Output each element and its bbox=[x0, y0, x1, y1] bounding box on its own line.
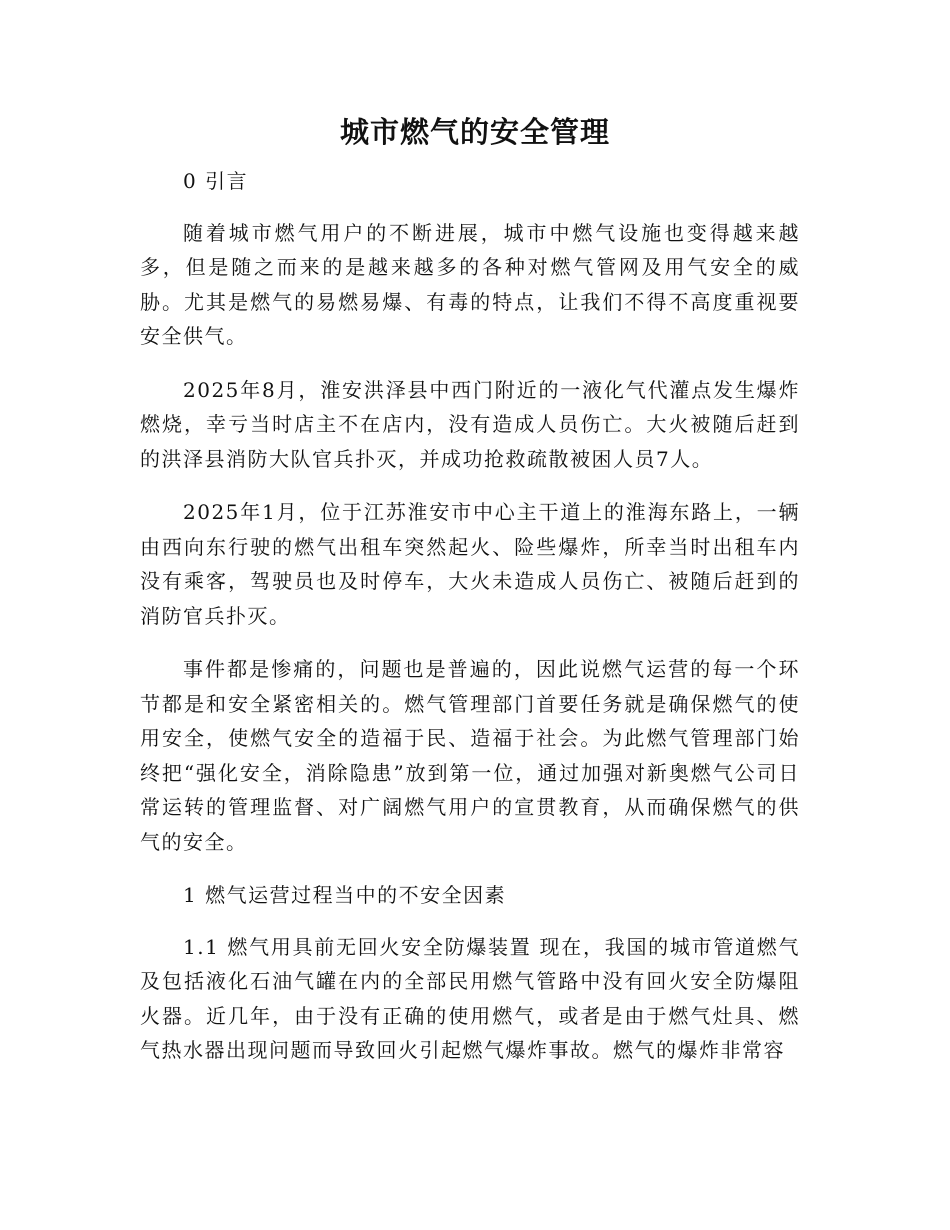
document-title: 城市燃气的安全管理 bbox=[339, 115, 610, 149]
document-body bbox=[140, 164, 800, 1087]
paragraph-incident-taxi: 2025年1月，位于江苏淮安市中心主干道上的淮海东路上，一辆由西向东行驶的燃气出租车突然起火、险些爆炸，所幸当时出租车内没有乘客，驾驶员也及时停车，大火未造成人员伤亡、被随后赶到的消防官兵扑灭。 bbox=[140, 500, 800, 628]
paragraph-background: 随着城市燃气用户的不断进展，城市中燃气设施也变得越来越多，但是随之而来的是越来越多的各种对燃气管网及用气安全的威胁。尤其是燃气的易燃易爆、有毒的特点，让我们不得不高度重视要安全供气。 bbox=[140, 220, 800, 348]
paragraph-flashback-device: 1.1 燃气用具前无回火安全防爆装置 现在，我国的城市管道燃气及包括液化石油气罐在内的全部民用燃气管路中没有回火安全防爆阻火器。近几年，由于没有正确的使用燃气，或者是由于燃气灶具、燃气热水器出现问题而导致回火引起燃气爆炸事故。燃气的爆炸非常容 bbox=[140, 934, 800, 1062]
paragraph-safety-management: 事件都是惨痛的，问题也是普遍的，因此说燃气运营的每一个环节都是和安全紧密相关的。燃气管理部门首要任务就是确保燃气的使用安全，使燃气安全的造福于民、造福于社会。为此燃气管理部门始终把“强化安全，消除隐患”放到第一位，通过加强对新奥燃气公司日常运转的管理监督、对广阔燃气用户的宣贯教育，从而确保燃气的供气的安全。 bbox=[140, 657, 800, 854]
section-heading-unsafe-factors: 1 燃气运营过程当中的不安全因素 bbox=[183, 883, 507, 907]
section-heading-introduction: 0 引言 bbox=[183, 169, 249, 193]
paragraph-incident-hongze: 2025年8月，淮安洪泽县中西门附近的一液化气代灌点发生爆炸燃烧，幸亏当时店主不在店内，没有造成人员伤亡。大火被随后赶到的洪泽县消防大队官兵扑灭，并成功抢救疏散被困人员7人。 bbox=[140, 377, 800, 471]
